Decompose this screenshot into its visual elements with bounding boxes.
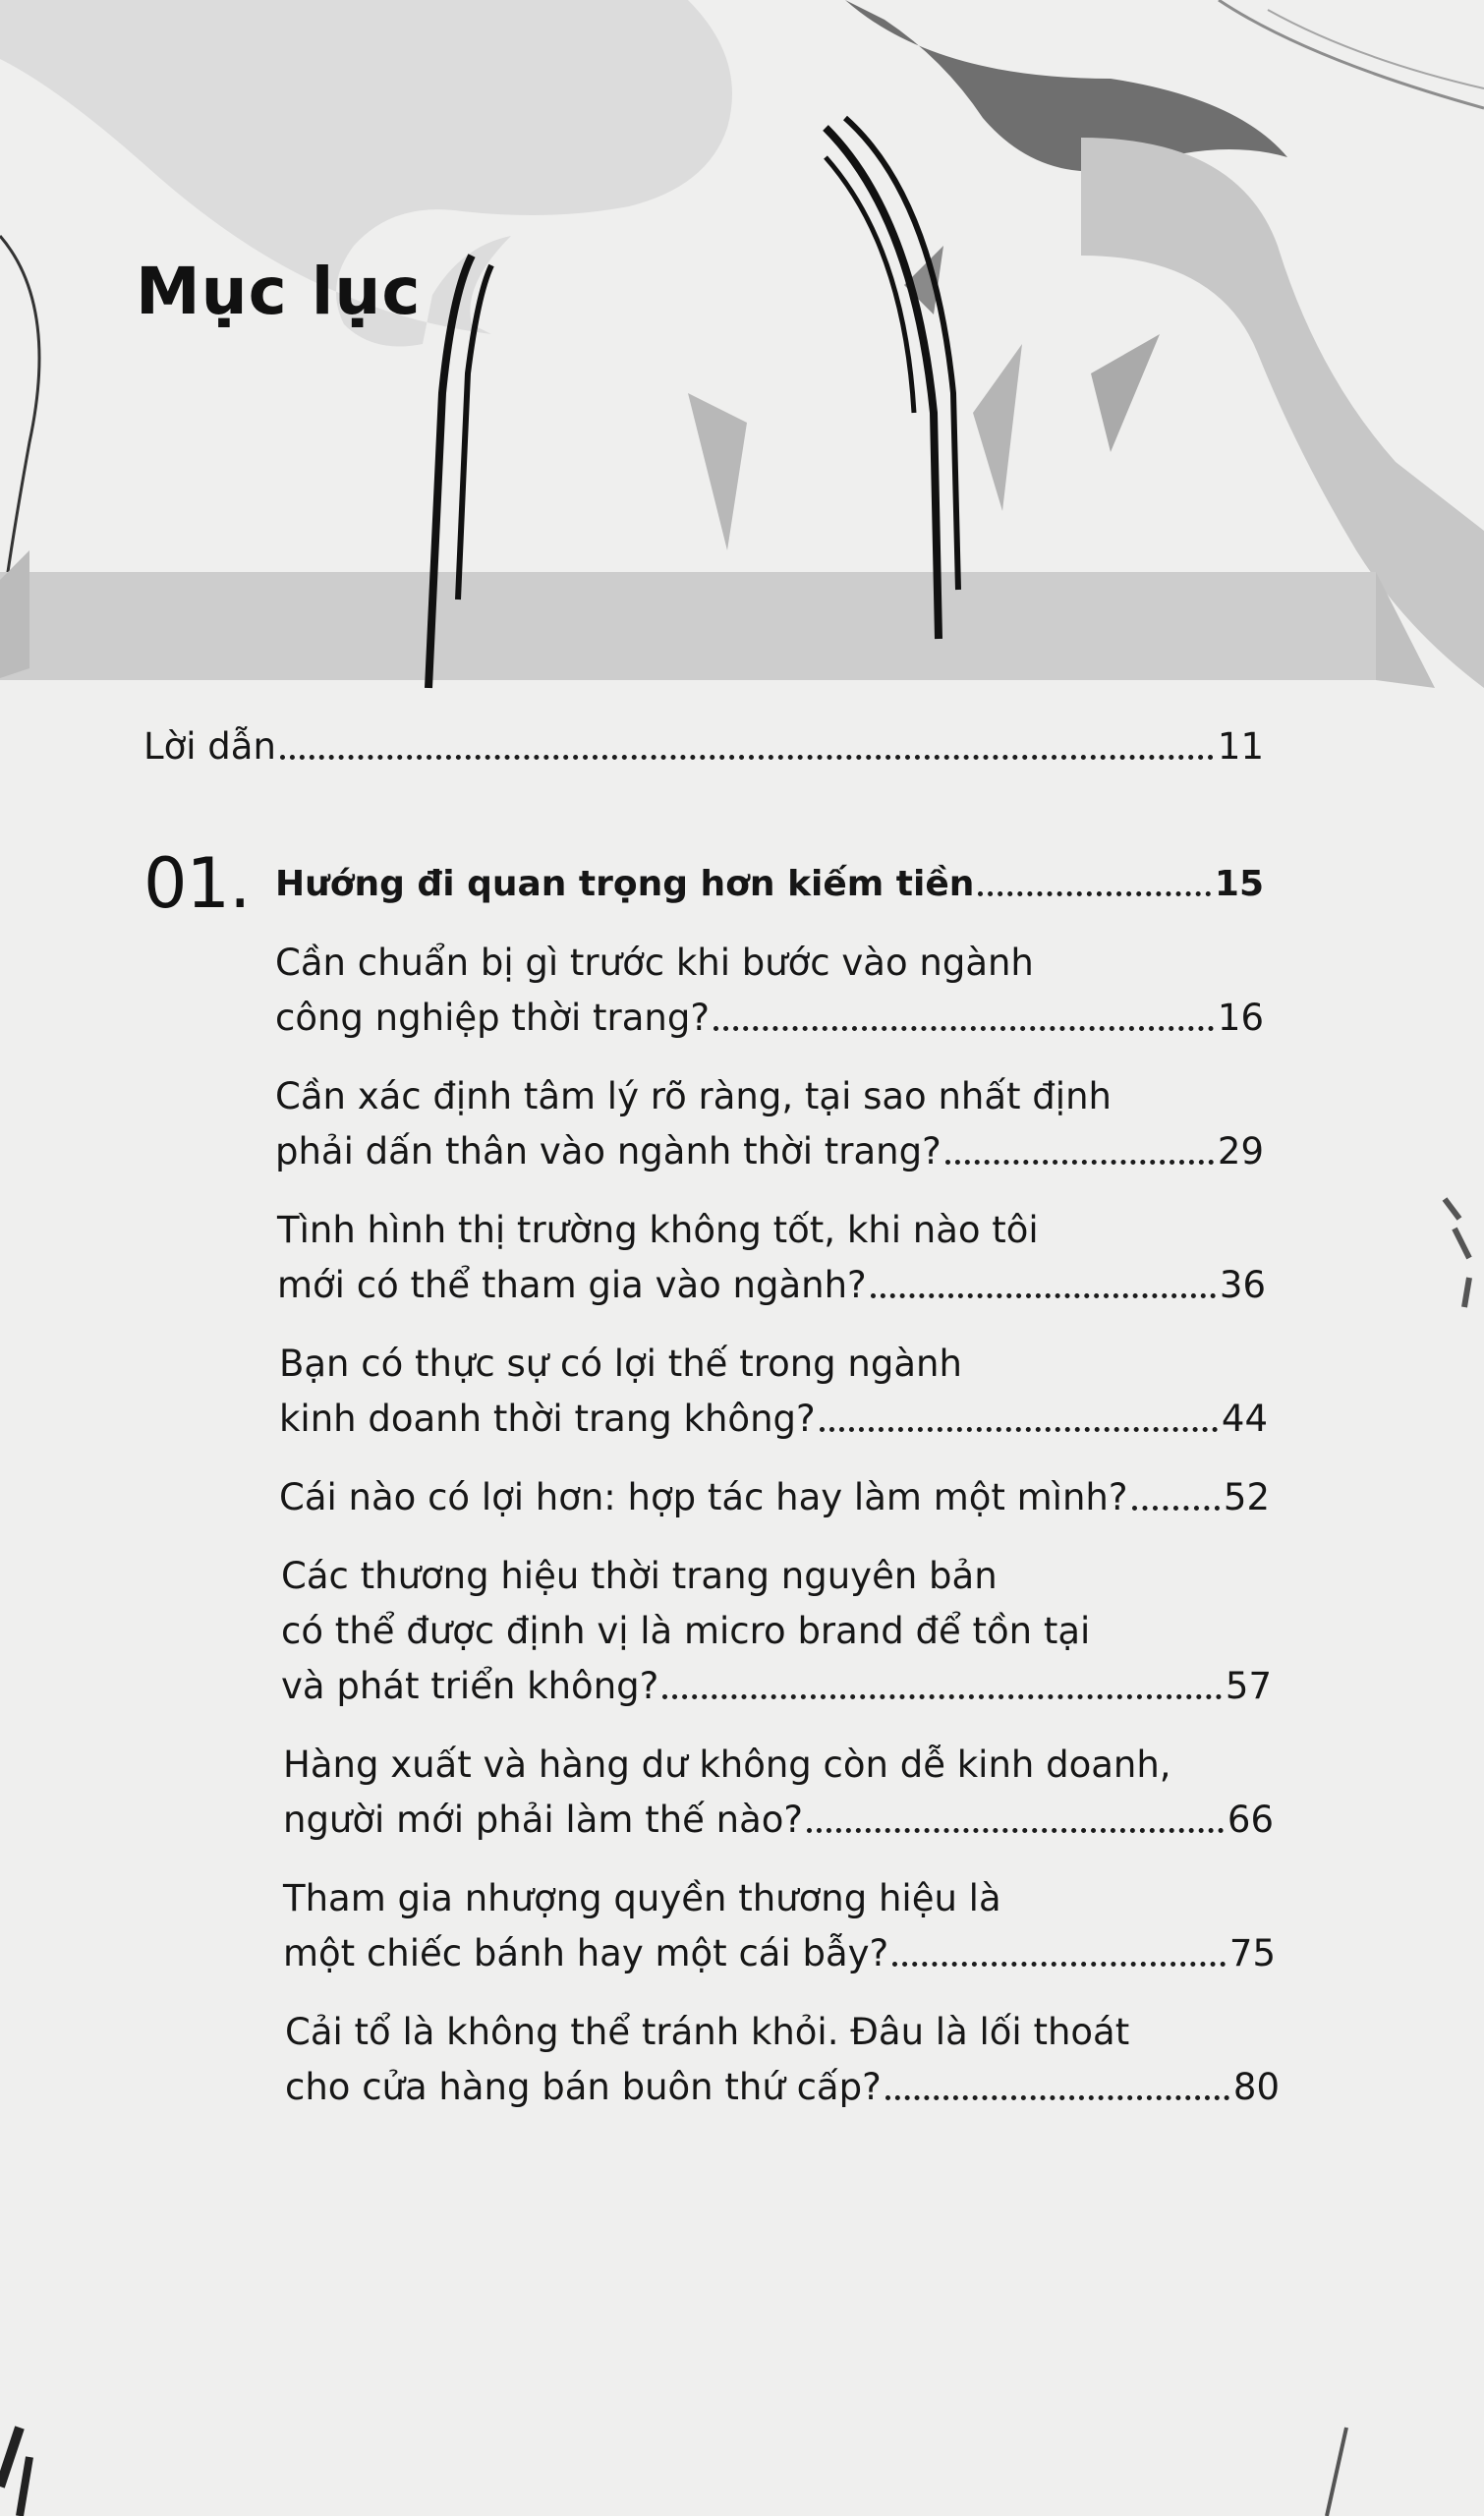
toc-entry[interactable] <box>283 1799 1274 1842</box>
toc-entry-line: Cần chuẩn bị gì trước khi bước vào ngành <box>275 942 1034 984</box>
toc-chapter-page: 15 <box>1214 864 1264 904</box>
toc-entry[interactable] <box>275 1130 1264 1173</box>
toc-entry[interactable] <box>283 1932 1276 1975</box>
toc-entry-intro[interactable] <box>143 725 1264 769</box>
toc-entry-line: Cần xác định tâm lý rõ ràng, tại sao nhất định <box>275 1075 1112 1117</box>
toc-entry-page: 66 <box>1227 1799 1274 1841</box>
toc-entry-label: người mới phải làm thế nào? <box>283 1799 804 1841</box>
toc-entry-label: mới có thể tham gia vào ngành? <box>277 1264 867 1306</box>
toc-entry-label: kinh doanh thời trang không? <box>279 1398 816 1440</box>
toc-entry-label: và phát triển không? <box>281 1665 659 1707</box>
toc-entry-page: 75 <box>1228 1932 1276 1974</box>
toc-entry-label: một chiếc bánh hay một cái bẫy? <box>283 1932 889 1974</box>
toc-entry-page: 52 <box>1223 1476 1270 1518</box>
toc-entry-line: có thể được định vị là micro brand để tồn tại <box>281 1610 1091 1652</box>
toc-chapter-label: Hướng đi quan trọng hơn kiếm tiền <box>275 864 975 904</box>
leader-dots <box>807 1828 1224 1833</box>
leader-dots <box>892 1962 1226 1967</box>
toc-entry-page: 57 <box>1225 1665 1272 1707</box>
toc-entry[interactable] <box>277 1264 1266 1307</box>
toc-entry-line: Hàng xuất và hàng dư không còn dễ kinh doanh, <box>283 1744 1171 1786</box>
toc-entry-line: Bạn có thực sự có lợi thế trong ngành <box>279 1343 962 1385</box>
toc-entry[interactable] <box>279 1398 1268 1441</box>
leader-dots <box>820 1427 1218 1432</box>
toc-entry-page: 16 <box>1217 997 1264 1039</box>
chapter-number: 01. <box>143 843 251 924</box>
toc-entry-line: Tình hình thị trường không tốt, khi nào tôi <box>277 1209 1039 1251</box>
toc-chapter-title[interactable] <box>275 863 1264 905</box>
toc-entry-page: 11 <box>1217 725 1264 768</box>
leader-dots <box>945 1160 1214 1165</box>
toc-entry-page: 44 <box>1221 1398 1268 1440</box>
leader-dots <box>713 1026 1214 1031</box>
toc-entry-page: 29 <box>1217 1130 1264 1172</box>
leader-dots <box>1132 1506 1220 1511</box>
toc-entry-line: Cải tổ là không thể tránh khỏi. Đâu là lối thoát <box>285 2011 1130 2053</box>
toc-entry[interactable] <box>281 1665 1272 1708</box>
leader-dots <box>280 755 1214 760</box>
toc-entry-page: 36 <box>1219 1264 1266 1306</box>
toc-entry-line: Tham gia nhượng quyền thương hiệu là <box>283 1877 1001 1919</box>
toc-entry-label: công nghiệp thời trang? <box>275 997 710 1039</box>
toc-entry-label: cho cửa hàng bán buôn thứ cấp? <box>285 2066 882 2108</box>
toc-entry-page: 80 <box>1232 2066 1280 2108</box>
toc-entry-label: Cái nào có lợi hơn: hợp tác hay làm một mình? <box>279 1476 1128 1518</box>
toc-entry[interactable] <box>275 997 1264 1040</box>
leader-dots <box>662 1694 1222 1699</box>
toc-entry-label: Lời dẫn <box>143 725 276 768</box>
toc-entry-label: phải dấn thân vào ngành thời trang? <box>275 1130 942 1172</box>
toc-entry[interactable] <box>279 1476 1270 1519</box>
toc-entry[interactable] <box>285 2066 1280 2109</box>
toc-entry-line: Các thương hiệu thời trang nguyên bản <box>281 1555 998 1597</box>
leader-dots <box>885 2095 1229 2100</box>
leader-dots <box>871 1293 1216 1298</box>
page-title: Mục lục <box>136 254 422 329</box>
leader-dots <box>978 891 1210 896</box>
